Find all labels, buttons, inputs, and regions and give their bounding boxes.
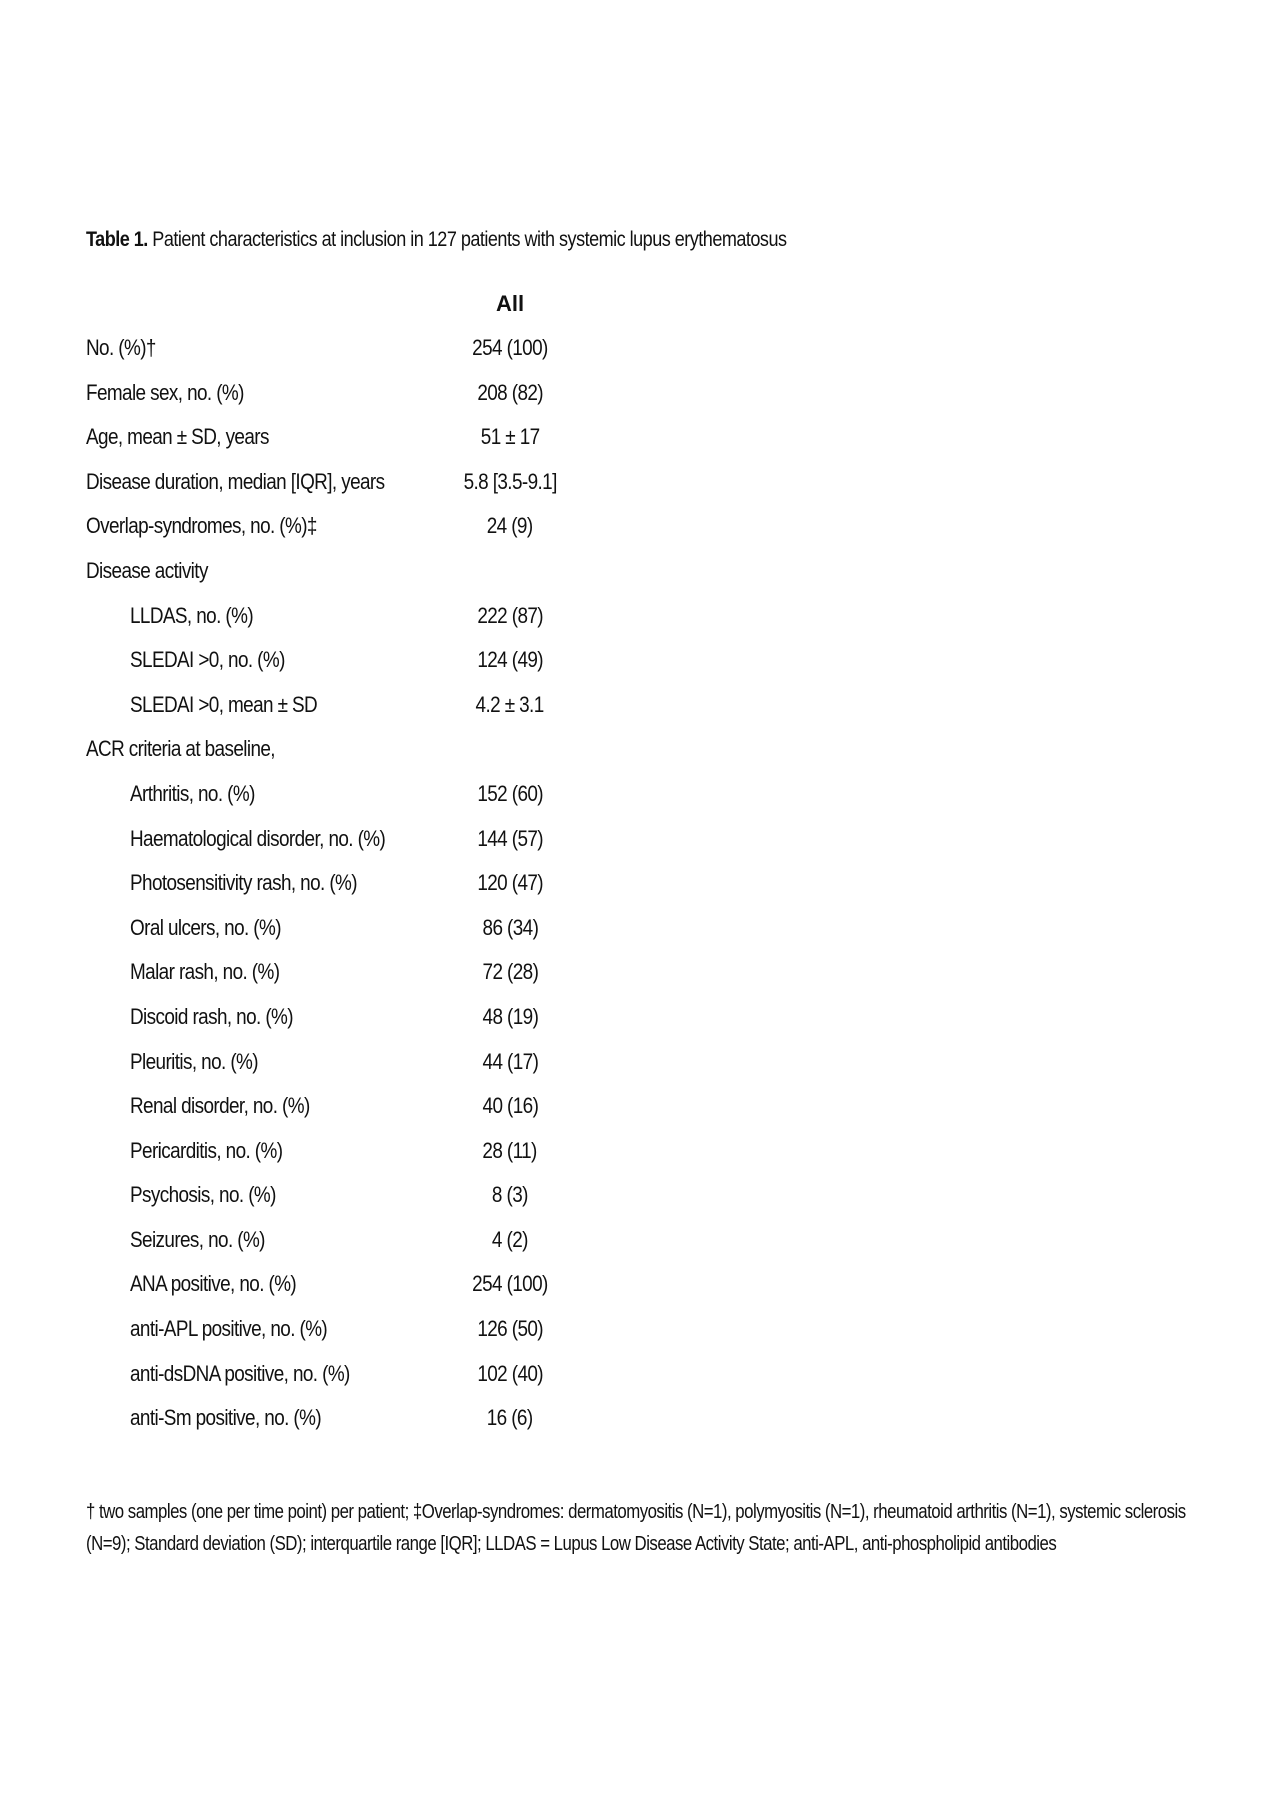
- row-label: Renal disorder, no. (%): [130, 1093, 310, 1119]
- row-value: [440, 643, 580, 677]
- row-value-text: 48 (19): [482, 1003, 538, 1029]
- row-value: [440, 599, 580, 633]
- table-row: [0, 420, 1280, 465]
- row-value-text: 126 (50): [477, 1316, 543, 1342]
- row-label: Photosensitivity rash, no. (%): [130, 870, 357, 896]
- table-row: [0, 643, 1280, 688]
- table-caption-label: Table 1.: [86, 228, 148, 251]
- table-body: [0, 331, 1280, 1446]
- table-row: [0, 1045, 1280, 1090]
- row-value-text: 254 (100): [472, 335, 548, 360]
- row-value-text: 152 (60): [477, 780, 543, 806]
- row-label: Disease duration, median [IQR], years: [86, 468, 385, 494]
- table-row: [0, 1357, 1280, 1402]
- row-label: Arthritis, no. (%): [130, 780, 255, 806]
- table-row: [0, 599, 1280, 644]
- row-label: anti-APL positive, no. (%): [130, 1316, 328, 1342]
- row-value-text: 5.8 [3.5-9.1]: [463, 468, 557, 494]
- row-value: [440, 955, 580, 989]
- row-label: Oral ulcers, no. (%): [130, 914, 281, 940]
- row-value-text: 44 (17): [482, 1048, 538, 1074]
- row-value-text: 144 (57): [477, 825, 543, 851]
- row-value: [440, 1267, 580, 1301]
- table-row: [0, 1401, 1280, 1446]
- table-row: [0, 1089, 1280, 1134]
- row-label: No. (%)†: [86, 335, 156, 360]
- row-value-text: 222 (87): [477, 602, 543, 628]
- row-value-text: 24 (9): [487, 513, 533, 539]
- row-value: [440, 688, 580, 722]
- row-value-text: 208 (82): [477, 379, 543, 405]
- table-row: [0, 331, 1280, 376]
- row-label: Age, mean ± SD, years: [86, 424, 269, 450]
- row-label: Pericarditis, no. (%): [130, 1137, 283, 1163]
- row-value: [440, 777, 580, 811]
- table-row: [0, 911, 1280, 956]
- table-row: [0, 688, 1280, 733]
- row-label: Discoid rash, no. (%): [130, 1003, 293, 1029]
- row-value-text: 102 (40): [477, 1360, 543, 1386]
- table-row: [0, 866, 1280, 911]
- table-row: [0, 1000, 1280, 1045]
- table-row: [0, 955, 1280, 1000]
- row-label: Disease activity: [86, 557, 208, 583]
- table-row: [0, 777, 1280, 822]
- row-label: Haematological disorder, no. (%): [130, 825, 386, 851]
- table-row: [0, 1267, 1280, 1312]
- row-value: [440, 911, 580, 945]
- row-value: [440, 376, 580, 410]
- row-value: [440, 1045, 580, 1079]
- row-label: Psychosis, no. (%): [130, 1182, 276, 1208]
- table-row: [0, 732, 1280, 777]
- table-caption-text: Patient characteristics at inclusion in 127 patients with systemic lupus erythematosus: [147, 228, 787, 251]
- row-value-text: 86 (34): [482, 914, 538, 940]
- table-caption: [86, 226, 1049, 254]
- table-row: [0, 822, 1280, 867]
- row-value-text: 40 (16): [482, 1093, 538, 1119]
- row-value: [440, 732, 580, 766]
- row-label: anti-dsDNA positive, no. (%): [130, 1360, 350, 1386]
- row-value: [440, 1000, 580, 1034]
- table-row: [0, 376, 1280, 421]
- row-label: Pleuritis, no. (%): [130, 1048, 258, 1074]
- row-label: SLEDAI >0, no. (%): [130, 647, 285, 673]
- row-value: [440, 866, 580, 900]
- row-value: [440, 822, 580, 856]
- row-value: [440, 1089, 580, 1123]
- row-label: Malar rash, no. (%): [130, 959, 280, 985]
- table-row: [0, 1134, 1280, 1179]
- table-row: [0, 465, 1280, 510]
- row-value: [440, 1312, 580, 1346]
- row-value-text: 72 (28): [482, 959, 538, 985]
- row-label: ANA positive, no. (%): [130, 1271, 297, 1297]
- row-value: [440, 509, 580, 543]
- row-label: Seizures, no. (%): [130, 1226, 265, 1252]
- row-value: [440, 1223, 580, 1257]
- row-value-text: 4.2 ± 3.1: [475, 691, 545, 717]
- row-value: [440, 420, 580, 454]
- table-footnote: † two samples (one per time point) per patient; ‡Overlap-syndromes: dermatomyositis (N=1), polymyositis (N=1), rheumatoid arthritis (N=1), systemic sclerosis (N=9); Standard deviation (SD); interquartile range [IQR]; LLDAS = Lupus Low Disease Activity State; anti-APL, anti-phospholipid antibodies: [86, 1501, 1186, 1555]
- column-header-all: All: [495, 291, 525, 316]
- table-row: [0, 1223, 1280, 1268]
- row-value-text: 16 (6): [487, 1405, 533, 1431]
- row-value: [440, 554, 580, 588]
- row-value: [440, 1178, 580, 1212]
- row-value: [440, 1401, 580, 1435]
- row-value: [440, 331, 580, 365]
- row-label: LLDAS, no. (%): [130, 602, 254, 628]
- row-value: [440, 465, 580, 499]
- row-value-text: 8 (3): [492, 1182, 528, 1208]
- row-value-text: 120 (47): [477, 870, 543, 896]
- row-value-text: 254 (100): [472, 1271, 548, 1297]
- row-value-text: 28 (11): [482, 1137, 538, 1163]
- row-label: SLEDAI >0, mean ± SD: [130, 691, 318, 717]
- row-value: [440, 1357, 580, 1391]
- table-row: [0, 1312, 1280, 1357]
- table-row: [0, 554, 1280, 599]
- row-label: Female sex, no. (%): [86, 379, 244, 405]
- row-label: Overlap-syndromes, no. (%)‡: [86, 513, 317, 539]
- table-row: [0, 1178, 1280, 1223]
- row-value: [440, 1134, 580, 1168]
- row-value-text: 124 (49): [477, 647, 543, 673]
- row-value-text: 51 ± 17: [480, 424, 540, 450]
- row-label: anti-Sm positive, no. (%): [130, 1405, 322, 1431]
- row-value-text: 4 (2): [492, 1226, 528, 1252]
- table-row: [0, 509, 1280, 554]
- row-label: ACR criteria at baseline,: [86, 736, 275, 762]
